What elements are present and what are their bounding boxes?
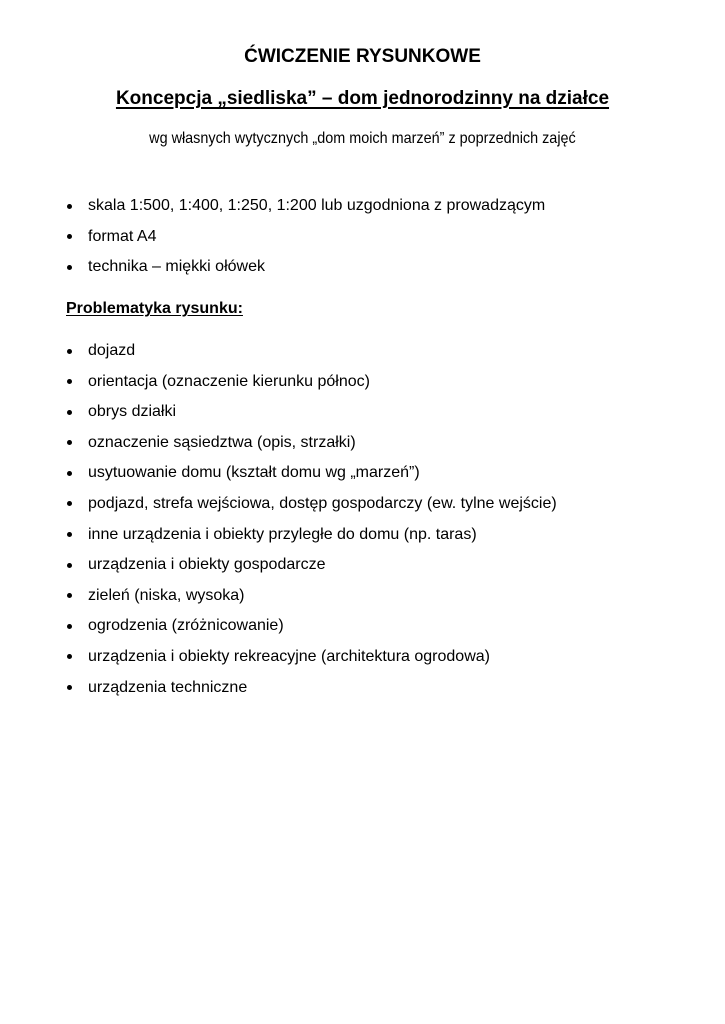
intro-text: wg własnych wytycznych „dom moich marzeń” z poprzednich zajęć [149, 130, 576, 147]
list-item: urządzenia techniczne [66, 678, 557, 709]
list-item: podjazd, strefa wejściowa, dostęp gospodarczy (ew. tylne wejście) [66, 494, 557, 525]
list-item: format A4 [66, 227, 545, 258]
list-item: obrys działki [66, 402, 557, 433]
drawing-problems-list [66, 341, 557, 708]
list-item: dojazd [66, 341, 557, 372]
general-requirements-list [66, 196, 545, 288]
list-item: orientacja (oznaczenie kierunku północ) [66, 372, 557, 403]
list-item: usytuowanie domu (kształt domu wg „marzeń”) [66, 463, 557, 494]
list-item: technika – miękki ołówek [66, 257, 545, 288]
document-title: ĆWICZENIE RYSUNKOWE [244, 46, 481, 67]
section-heading: Problematyka rysunku: [66, 300, 243, 317]
list-item: urządzenia i obiekty gospodarcze [66, 555, 557, 586]
document-subtitle-text: Koncepcja „siedliska” – dom jednorodzinny na działce [115, 88, 610, 109]
list-item: zieleń (niska, wysoka) [66, 586, 557, 617]
document-subtitle [0, 86, 725, 112]
list-item: inne urządzenia i obiekty przyległe do domu (np. taras) [66, 525, 557, 556]
list-item: urządzenia i obiekty rekreacyjne (architektura ogrodowa) [66, 647, 557, 678]
list-item: ogrodzenia (zróżnicowanie) [66, 616, 557, 647]
list-item: oznaczenie sąsiedztwa (opis, strzałki) [66, 433, 557, 464]
list-item: skala 1:500, 1:400, 1:250, 1:200 lub uzgodniona z prowadzącym [66, 196, 545, 227]
